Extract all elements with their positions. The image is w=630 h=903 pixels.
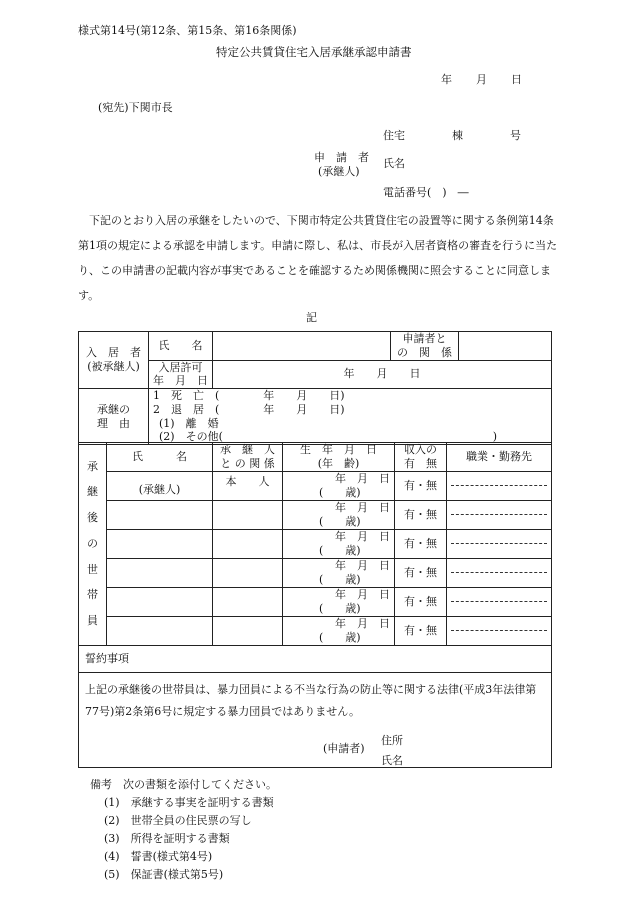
applicant-label: 申 請 者 [314,151,369,164]
notes-item: (3) 所得を証明する書類 [104,832,230,845]
household-row [79,500,552,529]
member-relation-field[interactable]: 本 人 [213,471,283,500]
ki-label: 記 [306,311,317,324]
member-income-field[interactable]: 有・無 [395,587,447,616]
member-birth-field[interactable]: 年 月 日 ( 歳) [283,587,395,616]
pledge-text: 上記の承継後の世帯員は、暴力団員による不当な行為の防止等に関する法律(平成3年法律第77号)第2条第6号に規定する暴力団員ではありません。 [85,682,537,718]
member-job-field[interactable] [447,587,552,616]
household-label-char: の [87,536,98,550]
tenant-label: 入 居 者 (被承継人) [79,332,149,389]
col-header-job: 職業・勤務先 [447,443,552,472]
member-name-field[interactable] [107,558,213,587]
phone-label: 電話番号( ) ― [383,186,469,199]
member-income-field[interactable]: 有・無 [395,500,447,529]
member-relation-field[interactable] [213,587,283,616]
household-label-char: 後 [87,511,98,525]
member-birth-field[interactable]: 年 月 日 ( 歳) [283,500,395,529]
room-label: 号 [510,129,521,142]
reason-field[interactable] [149,389,552,445]
col-header-birth: 生 年 月 日 (年 齢) [283,443,395,472]
member-job-field[interactable] [447,500,552,529]
member-relation-field[interactable] [213,529,283,558]
member-job-field[interactable] [447,471,552,500]
building-label: 棟 [452,129,463,142]
member-name-field[interactable] [107,500,213,529]
notes-item: (2) 世帯全員の住民票の写し [104,814,252,827]
tenant-table [78,331,552,445]
permit-label: 入居許可 年 月 日 [149,360,213,389]
household-row [79,529,552,558]
permit-date-field[interactable]: 年 月 日 [213,360,552,389]
reason-divorce: (1) 離 婚 [159,416,219,430]
address-label: 住宅 [383,129,405,142]
household-label-char: 員 [87,613,98,627]
date-month: 月 [476,73,487,86]
member-name-field[interactable] [107,529,213,558]
date-year: 年 [441,73,452,86]
member-birth-field[interactable]: 年 月 日 ( 歳) [283,616,395,645]
member-name-field[interactable]: (承継人) [107,471,213,500]
household-row [79,471,552,500]
col-header-income: 収入の 有 無 [395,443,447,472]
name-label: 氏名 [383,157,405,170]
member-birth-field[interactable]: 年 月 日 ( 歳) [283,529,395,558]
form-number: 様式第14号(第12条、第15条、第16条関係) [78,24,297,37]
reason-other: (2) その他( ) [159,430,497,444]
notes-item: (4) 誓書(様式第4号) [104,850,213,863]
household-label-char: 継 [87,485,98,499]
pledge-title: 誓約事項 [79,645,552,672]
col-header-relation: 承 継 人 と の 関 係 [213,443,283,472]
col-header-name: 氏 名 [107,443,213,472]
addressee: (宛先)下関市長 [98,101,173,114]
member-name-field[interactable] [107,616,213,645]
member-income-field[interactable]: 有・無 [395,558,447,587]
household-row [79,616,552,645]
tenant-name-label: 氏 名 [149,332,213,361]
notes-heading: 備考 次の書類を添付してください。 [90,778,277,791]
household-label [79,443,107,646]
pledge-name-label: 氏名 [381,753,403,767]
household-row [79,587,552,616]
pledge-applicant-label: (申請者) [323,741,365,755]
declaration-text: 下記のとおり入居の承継をしたいので、下関市特定公共賃貸住宅の設置等に関する条例第14条第1項の規定による承認を申請します。申請に際し、私は、市長が入居者資格の審査を行うに当たり、この申請書の記載内容が事実であることを確認するため関係機関に照会することに同意します。 [78,214,558,302]
notes-item: (5) 保証書(様式第5号) [104,868,224,881]
member-birth-field[interactable]: 年 月 日 ( 歳) [283,558,395,587]
member-relation-field[interactable] [213,616,283,645]
member-relation-field[interactable] [213,500,283,529]
reason-death: 1 死 亡 ( 年 月 日) [153,389,345,402]
tenant-name-field[interactable] [213,332,391,361]
member-job-field[interactable] [447,558,552,587]
household-label-char: 承 [87,459,98,473]
member-relation-field[interactable] [213,558,283,587]
member-job-field[interactable] [447,529,552,558]
member-income-field[interactable]: 有・無 [395,529,447,558]
successor-label: (承継人) [318,165,360,178]
member-birth-field[interactable]: 年 月 日 ( 歳) [283,471,395,500]
household-table [78,442,552,768]
pledge-address-label: 住所 [381,733,403,747]
reason-label: 承継の 理 由 [79,389,149,445]
member-income-field[interactable]: 有・無 [395,616,447,645]
relation-label: 申請者と の 関 係 [391,332,459,361]
household-label-char: 帯 [87,588,98,602]
member-name-field[interactable] [107,587,213,616]
date-day: 日 [511,73,522,86]
notes-item: (1) 承継する事実を証明する書類 [104,796,274,809]
page-title: 特定公共賃貸住宅入居承継承認申請書 [216,45,412,59]
household-label-char: 世 [87,562,98,576]
relation-field[interactable] [459,332,552,361]
pledge-section [79,672,552,767]
member-job-field[interactable] [447,616,552,645]
reason-leave: 2 退 居 ( 年 月 日) [153,402,345,416]
household-row [79,558,552,587]
member-income-field[interactable]: 有・無 [395,471,447,500]
